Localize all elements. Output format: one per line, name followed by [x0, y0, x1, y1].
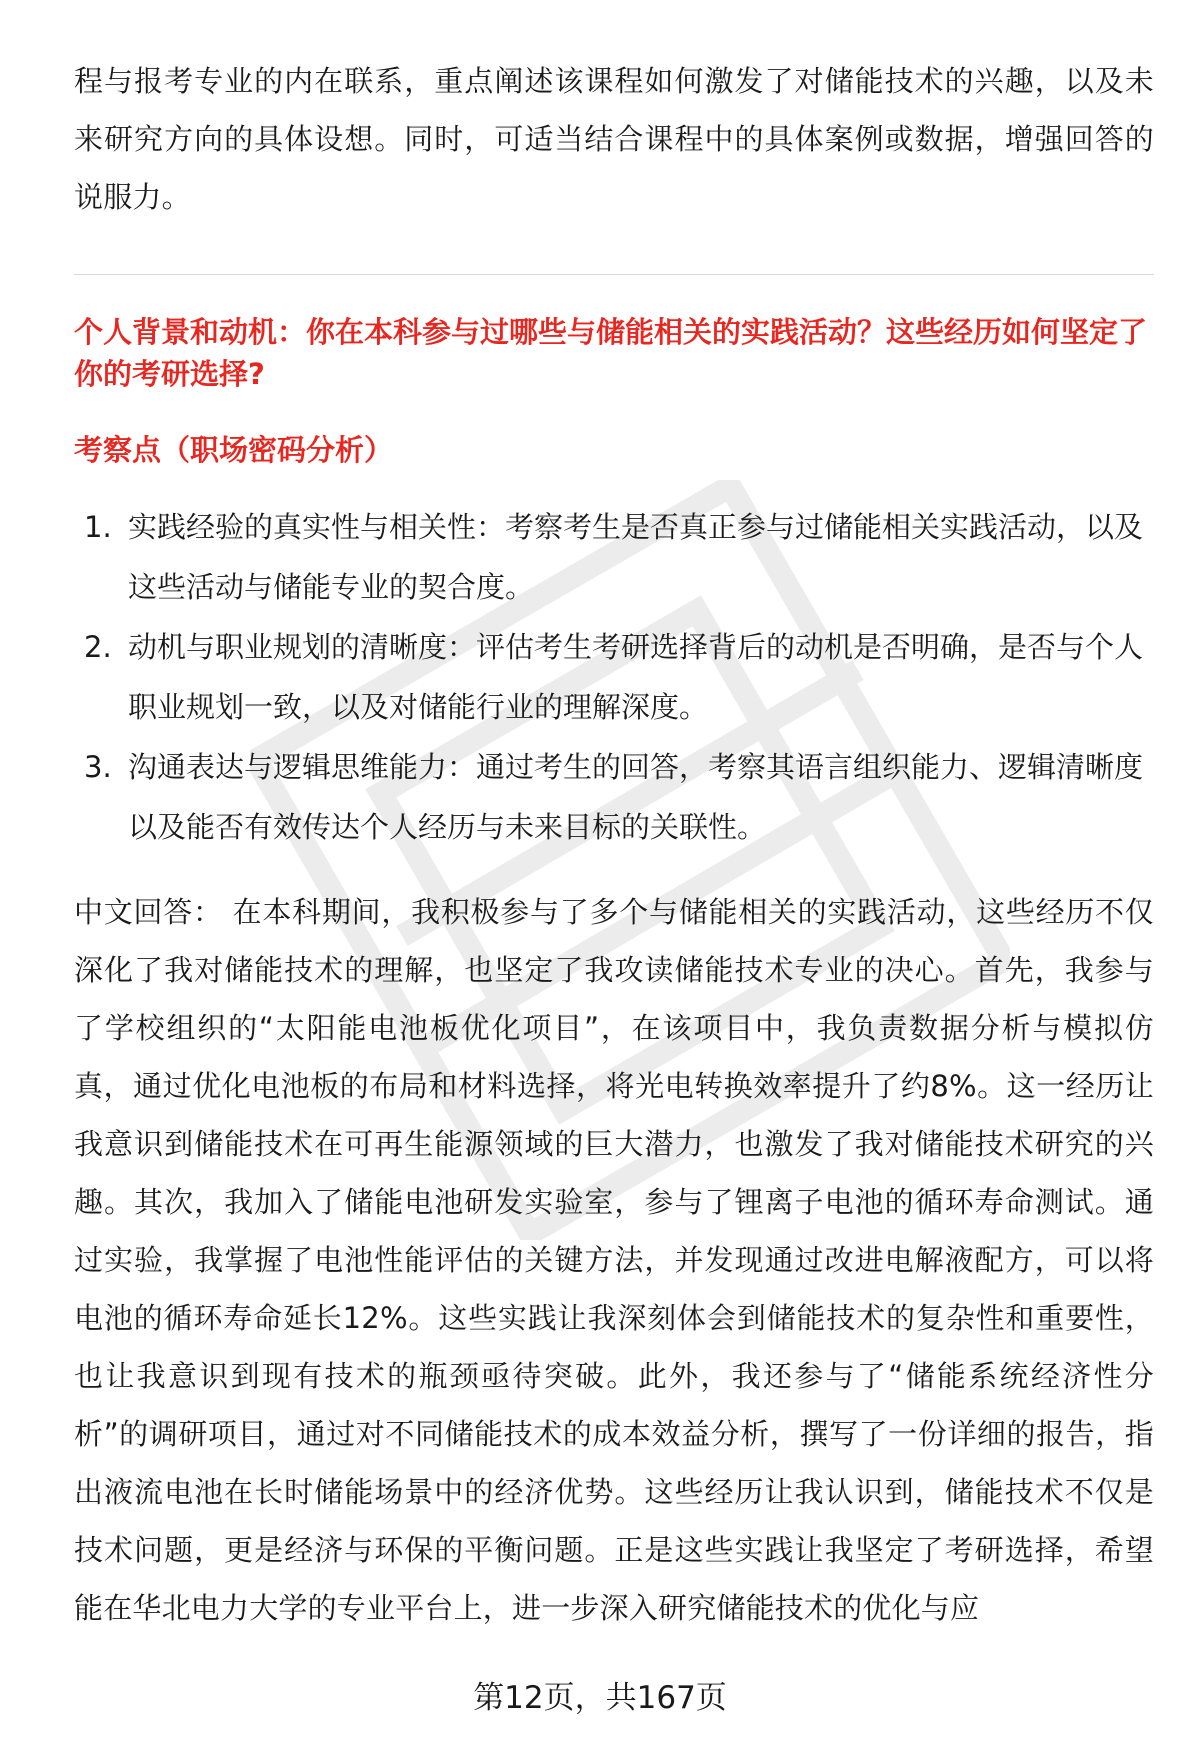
page-number-footer: 第12页，共167页: [473, 1680, 727, 1716]
list-item-text: 动机与职业规划的清晰度：评估考生考研选择背后的动机是否明确，是否与个人职业规划一致，以及对储能行业的理解深度。: [128, 630, 1144, 724]
section-divider: [74, 274, 1154, 275]
page-content: [74, 52, 1154, 1637]
assessment-subheading: 考察点（职场密码分析）: [74, 433, 394, 467]
list-item: [74, 497, 1154, 617]
list-item: [74, 617, 1154, 737]
list-item-number: 3.: [84, 750, 112, 784]
list-item-number: 2.: [84, 630, 112, 664]
question-heading: 个人背景和动机：你在本科参与过哪些与储能相关的实践活动？这些经历如何坚定了你的考研选择?: [74, 315, 1148, 391]
list-item: [74, 737, 1154, 857]
list-item-number: 1.: [84, 510, 112, 544]
answer-paragraph: 中文回答： 在本科期间，我积极参与了多个与储能相关的实践活动，这些经历不仅深化了我对储能技术的理解，也坚定了我攻读储能技术专业的决心。首先，我参与了学校组织的“太阳能电池板优化项目”，在该项目中，我负责数据分析与模拟仿真，通过优化电池板的布局和材料选择，将光电转换效率提升了约8%。这一经历让我意识到储能技术在可再生能源领域的巨大潜力，也激发了我对储能技术研究的兴趣。其次，我加入了储能电池研发实验室，参与了锂离子电池的循环寿命测试。通过实验，我掌握了电池性能评估的关键方法，并发现通过改进电解液配方，可以将电池的循环寿命延长12%。这些实践让我深刻体会到储能技术的复杂性和重要性，也让我意识到现有技术的瓶颈亟待突破。此外，我还参与了“储能系统经济性分析”的调研项目，通过对不同储能技术的成本效益分析，撰写了一份详细的报告，指出液流电池在长时储能场景中的经济优势。这些经历让我认识到，储能技术不仅是技术问题，更是经济与环保的平衡问题。正是这些实践让我坚定了考研选择，希望能在华北电力大学的专业平台上，进一步深入研究储能技术的优化与应: [74, 895, 1154, 1625]
list-item-text: 实践经验的真实性与相关性：考察考生是否真正参与过储能相关实践活动，以及这些活动与储能专业的契合度。: [128, 510, 1144, 604]
list-item-text: 沟通表达与逻辑思维能力：通过考生的回答，考察其语言组织能力、逻辑清晰度以及能否有效传达个人经历与未来目标的关联性。: [128, 750, 1144, 844]
assessment-points-list: [74, 497, 1154, 857]
intro-paragraph: 程与报考专业的内在联系，重点阐述该课程如何激发了对储能技术的兴趣，以及未来研究方向的具体设想。同时，可适当结合课程中的具体案例或数据，增强回答的说服力。: [74, 64, 1154, 214]
